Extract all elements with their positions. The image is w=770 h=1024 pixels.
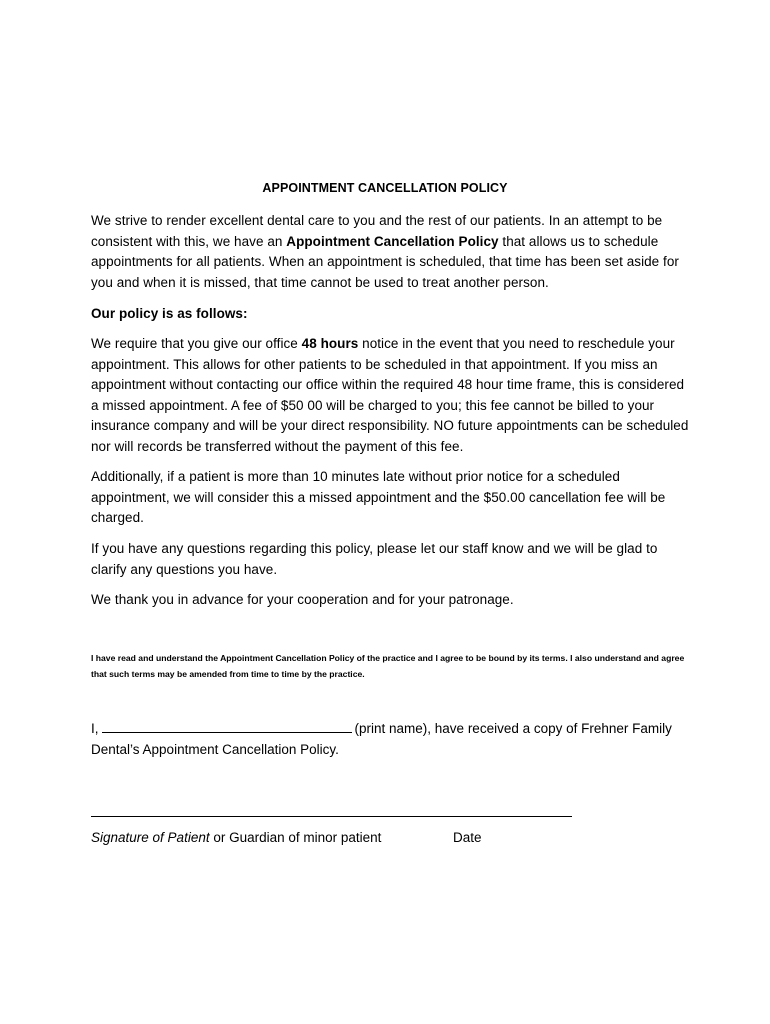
questions-paragraph: If you have any questions regarding this policy, please let our staff know and we will be glad to clarify any questions you have. [91, 541, 658, 577]
print-name-field[interactable] [102, 718, 352, 733]
print-name-prefix: I, [91, 721, 99, 736]
requirement-text-1: We require that you give our office [91, 336, 302, 351]
signature-label [91, 828, 381, 848]
late-arrival-paragraph: Additionally, if a patient is more than 10 minutes late without prior notice for a scheduled appointment, we will consider this a missed appointment and the $50.00 cancellation fee will be charged. [91, 469, 666, 525]
intro-text-1: We strive to render excellent dental care to you and the rest of our patients. In an attempt to be consistent with this, we have an [91, 213, 663, 249]
intro-paragraph [91, 211, 691, 293]
intro-policy-name: Appointment Cancellation Policy [286, 233, 499, 249]
print-name-suffix: (print name), have received a copy of Frehner Family Dental’s Appointment Cancellation Policy. [91, 721, 672, 757]
intro-text-2: that allows us to schedule appointments for all patients. When an appointment is scheduled, that time has been set aside for you and when it is missed, that time cannot be used to treat another person. [91, 233, 679, 290]
requirement-paragraph [91, 334, 691, 457]
notice-hours: 48 hours [301, 336, 359, 351]
signature-of-patient-label: Signature of Patient [91, 830, 210, 845]
policy-heading: Our policy is as follows: [91, 306, 248, 321]
print-name-statement [91, 718, 691, 760]
guardian-label: or Guardian of minor patient [209, 830, 382, 845]
acknowledgement-statement: I have read and understand the Appointment Cancellation Policy of the practice and I agree to be bound by its terms. I also understand and agree that such terms may be amended from time to time by the practice. [91, 653, 685, 679]
requirement-text-2: notice in the event that you need to reschedule your appointment. This allows for other patients to be scheduled in that appointment. If you miss an appointment without contacting our office within the required 48 hour time frame, this is considered a missed appointment. A fee of $50 00 will be charged to you; this fee cannot be billed to your insurance company and will be your direct responsibility. NO future appointments can be scheduled nor will records be transferred without the payment of this fee. [91, 336, 689, 454]
date-label: Date [453, 830, 482, 845]
document-title: APPOINTMENT CANCELLATION POLICY [262, 181, 508, 195]
signature-line[interactable] [91, 816, 572, 817]
thanks-paragraph: We thank you in advance for your cooperation and for your patronage. [91, 592, 514, 607]
